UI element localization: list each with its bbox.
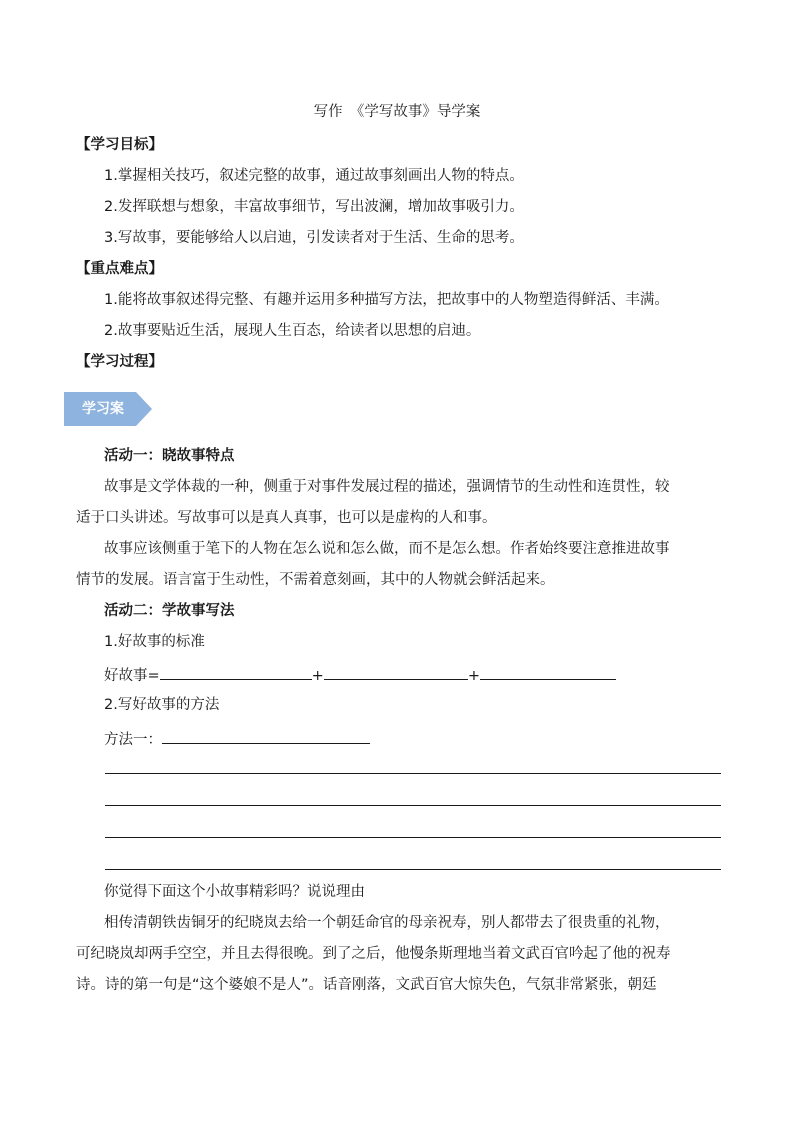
blank-field[interactable] [324, 664, 468, 680]
method-item: 2.写好故事的方法 [104, 697, 220, 713]
activity1-paragraph: 适于口头讲述。写故事可以是真人真事，也可以是虚构的人和事。 [76, 510, 497, 526]
blank-field[interactable] [162, 728, 370, 744]
story-paragraph: 诗。诗的第一句是“这个婆娘不是人”。话音刚落，文武百官大惊失色，气氛非常紧张，朝廷 [76, 977, 657, 993]
page-title: 写作 《学写故事》导学案 [313, 104, 481, 120]
activity1-paragraph: 故事应该侧重于笔下的人物在怎么说和怎么做，而不是怎么想。作者始终要注意推进故事 [104, 541, 670, 557]
plus-sign: + [311, 668, 324, 684]
answer-line[interactable] [105, 773, 721, 774]
study-banner [64, 392, 152, 426]
story-paragraph: 可纪晓岚却两手空空，并且去得很晚。到了之后，他慢条斯理地当着文武百官吟起了他的祝寿 [76, 946, 671, 962]
activity1-heading: 活动一：晓故事特点 [104, 448, 235, 464]
key-point-item: 2.故事要贴近生活，展现人生百态，给读者以思想的启迪。 [104, 323, 481, 339]
activity2-heading: 活动二：学故事写法 [104, 603, 235, 619]
method1-label: 方法一： [104, 732, 162, 748]
formula-row [104, 664, 616, 686]
goals-heading: 【学习目标】 [76, 137, 163, 153]
formula-label: 好故事= [104, 668, 160, 684]
process-heading: 【学习过程】 [76, 354, 163, 370]
blank-field[interactable] [480, 664, 616, 680]
key-points-heading: 【重点难点】 [76, 261, 163, 277]
blank-field[interactable] [160, 664, 312, 680]
goal-item: 1.掌握相关技巧，叙述完整的故事，通过故事刻画出人物的特点。 [104, 168, 524, 184]
activity1-paragraph: 情节的发展。语言富于生动性，不需着意刻画，其中的人物就会鲜活起来。 [76, 572, 555, 588]
activity1-paragraph: 故事是文学体裁的一种，侧重于对事件发展过程的描述，强调情节的生动性和连贯性，较 [104, 479, 670, 495]
banner-label: 学习案 [82, 401, 124, 417]
goal-item: 3.写故事，要能够给人以启迪，引发读者对于生活、生命的思考。 [104, 230, 524, 246]
plus-sign: + [467, 668, 480, 684]
answer-line[interactable] [105, 805, 721, 806]
story-question: 你觉得下面这个小故事精彩吗？说说理由 [104, 884, 365, 900]
answer-line[interactable] [105, 869, 721, 870]
key-point-item: 1.能将故事叙述得完整、有趣并运用多种描写方法，把故事中的人物塑造得鲜活、丰满。 [104, 292, 669, 308]
answer-line[interactable] [105, 837, 721, 838]
standard-item: 1.好故事的标准 [104, 634, 205, 650]
story-paragraph: 相传清朝铁齿铜牙的纪晓岚去给一个朝廷命官的母亲祝寿，别人都带去了很贵重的礼物， [104, 915, 670, 931]
goal-item: 2.发挥联想与想象，丰富故事细节，写出波澜，增加故事吸引力。 [104, 199, 524, 215]
method1-row [104, 728, 370, 750]
